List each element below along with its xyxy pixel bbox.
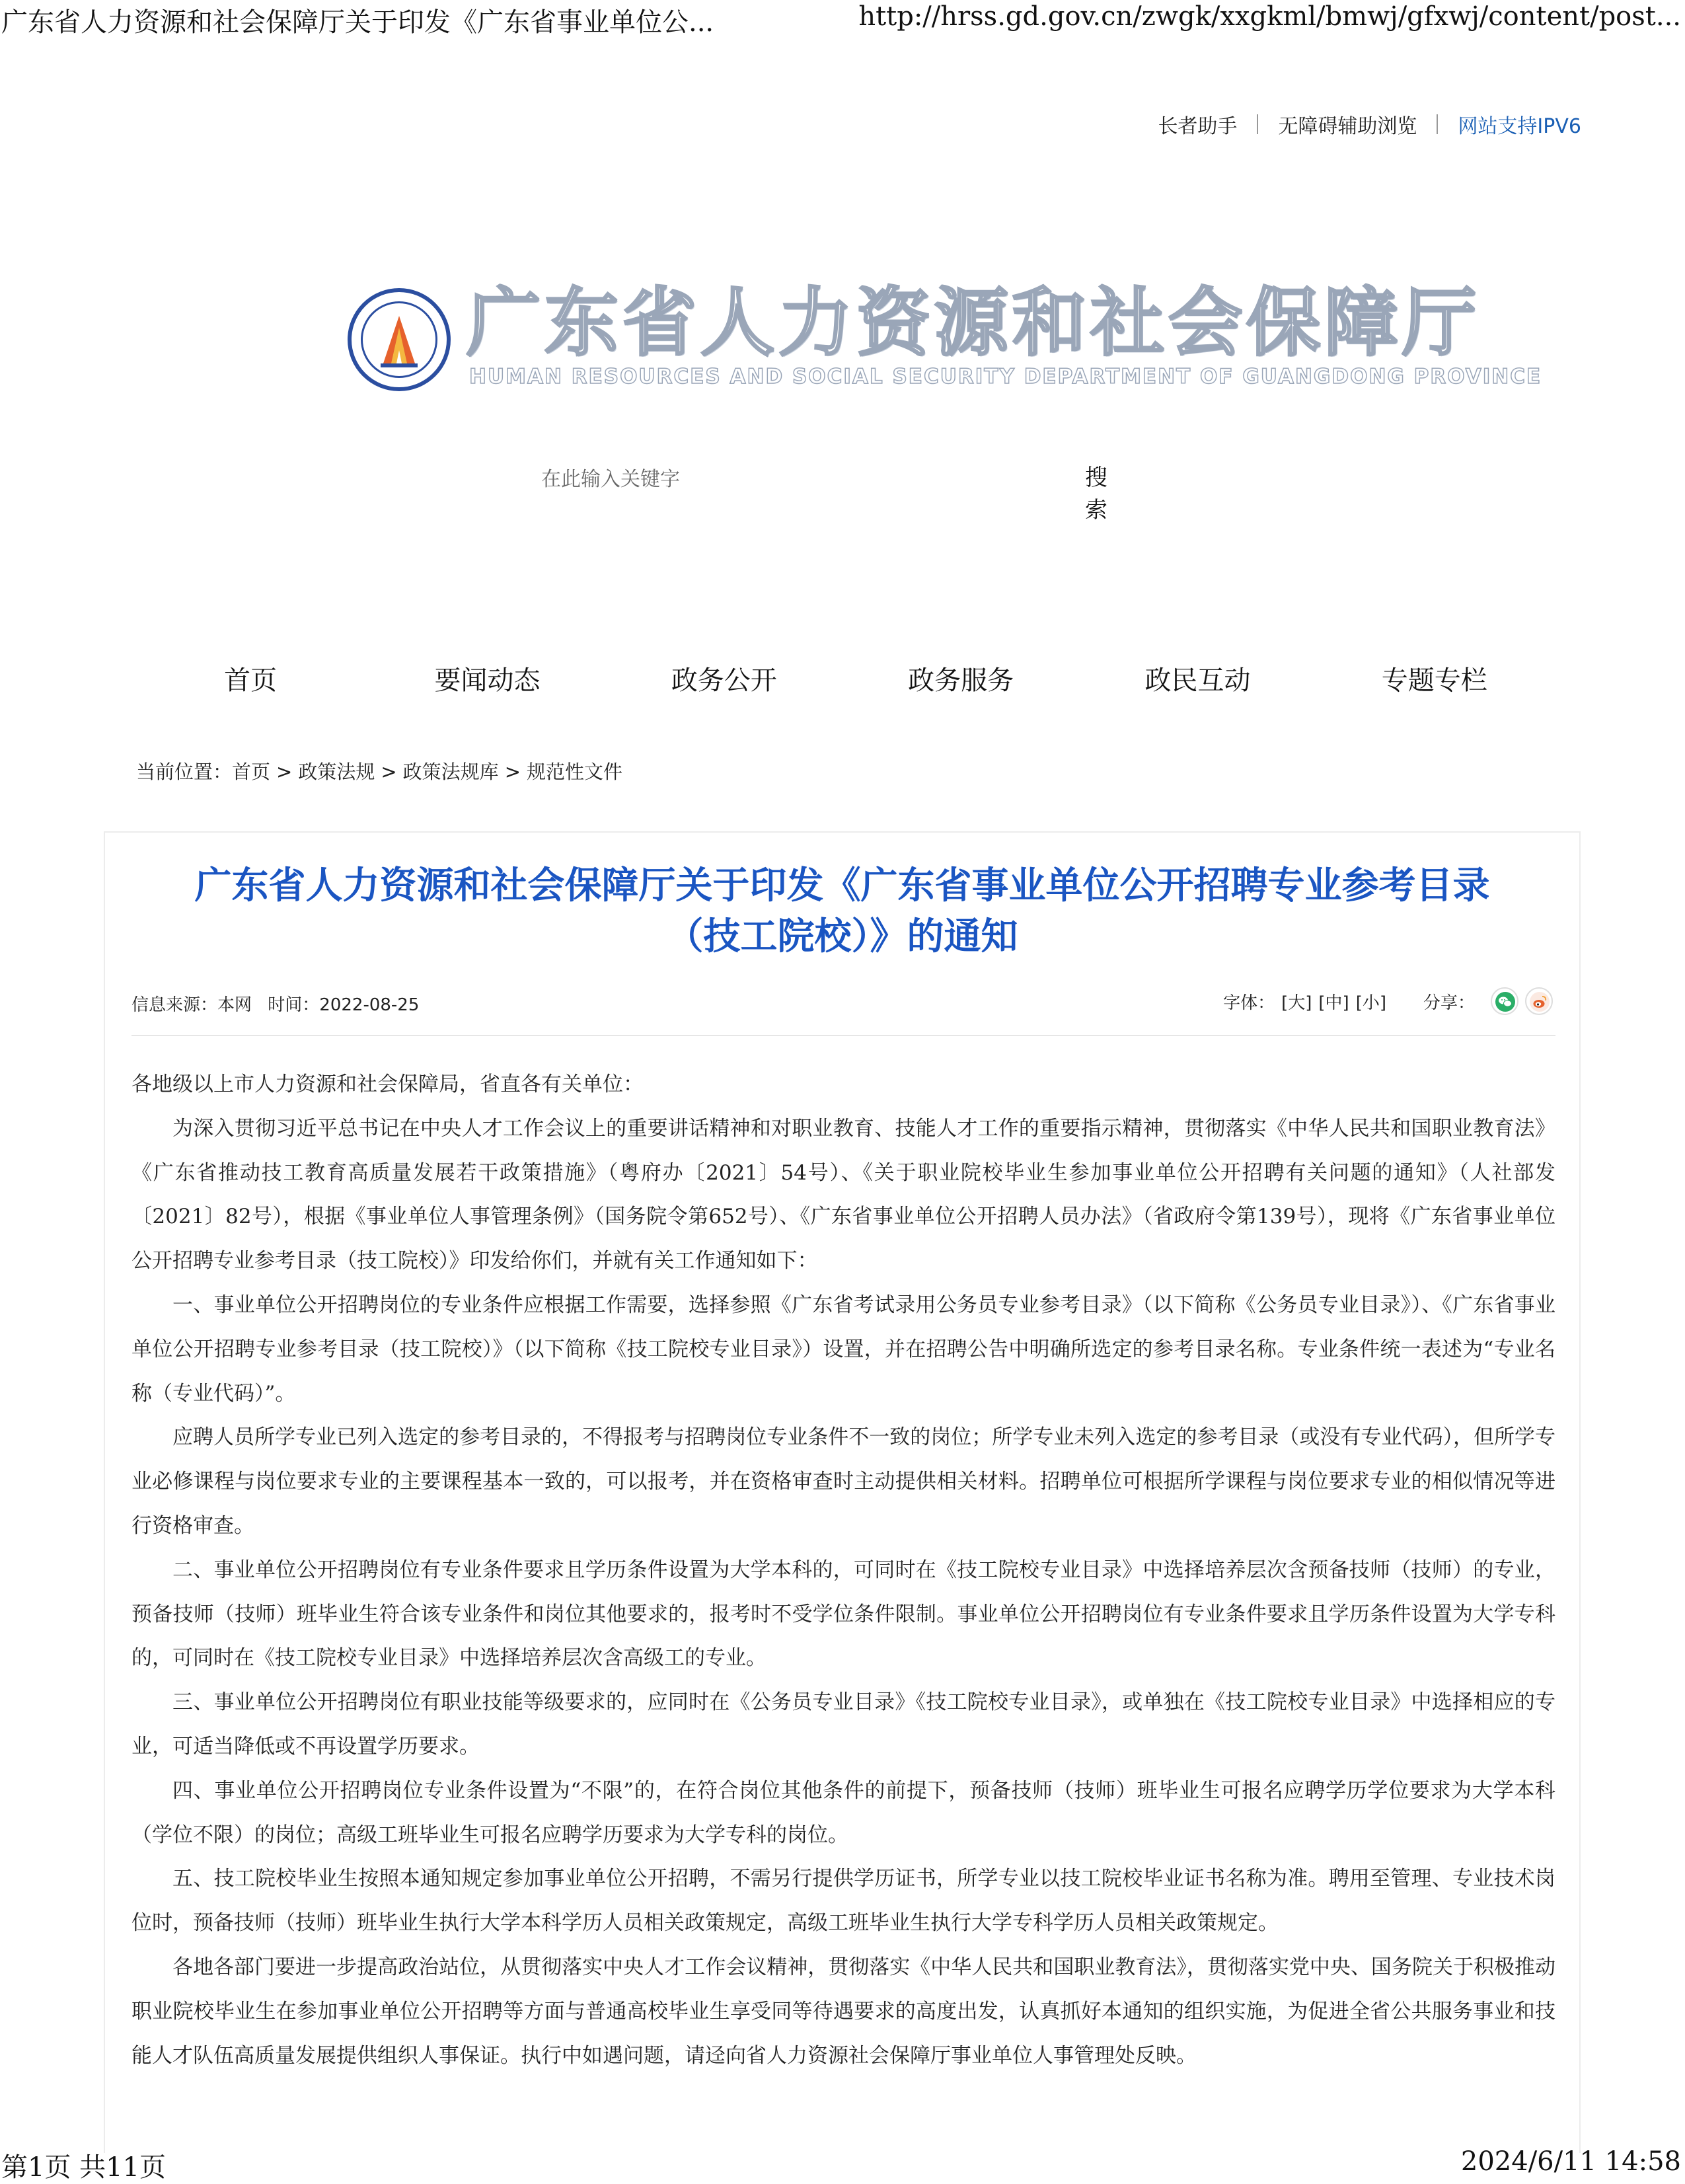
- main-nav: [132, 661, 1553, 700]
- breadcrumb: [136, 757, 622, 784]
- site-logo[interactable]: [348, 280, 1542, 399]
- print-header: [0, 0, 1685, 38]
- divider: [1437, 114, 1438, 134]
- breadcrumb-item[interactable]: 政策法规库: [402, 761, 499, 783]
- article-panel: [104, 831, 1581, 2153]
- nav-item-home[interactable]: 首页: [224, 665, 278, 696]
- article-title-line: （技工院校）》的通知: [666, 915, 1018, 958]
- font-size-small-button[interactable]: [小]: [1355, 993, 1386, 1013]
- accessible-browse-link[interactable]: 无障碍辅助浏览: [1278, 115, 1417, 138]
- nav-item-services[interactable]: 政务服务: [908, 665, 1014, 696]
- department-emblem-icon: [348, 288, 451, 391]
- print-page-title: 广东省人力资源和社会保障厅关于印发《广东省事业单位公...: [1, 7, 714, 38]
- article-date: 时间：2022-08-25: [268, 995, 420, 1015]
- breadcrumb-item[interactable]: 首页: [232, 761, 271, 783]
- nav-item-news[interactable]: 要闻动态: [434, 665, 541, 696]
- site-name-cn: 广东省人力资源和社会保障厅: [467, 280, 1480, 366]
- article-paragraph: 五、技工院校毕业生按照本通知规定参加事业单位公开招聘，不需另行提供学历证书，所学专业以技工院校毕业证书名称为准。聘用至管理、专业技术岗位时，预备技师（技师）班毕业生执行大学本科学历人员相关政策规定，高级工班毕业生执行大学专科学历人员相关政策规定。: [131, 1867, 1555, 1936]
- article-paragraph: 应聘人员所学专业已列入选定的参考目录的，不得报考与招聘岗位专业条件不一致的岗位；所学专业未列入选定的参考目录（或没有专业代码），但所学专业必修课程与岗位要求专业的主要课程基本一致的，可以报考，并在资格审查时主动提供相关材料。招聘单位可根据所学课程与岗位要求专业的相似情况等进行资格审查。: [131, 1425, 1555, 1538]
- article-meta: [131, 991, 419, 1016]
- article-title: [105, 860, 1579, 962]
- search-input[interactable]: [532, 459, 1034, 499]
- breadcrumb-item[interactable]: 规范性文件: [527, 761, 623, 783]
- breadcrumb-separator: >: [504, 761, 521, 783]
- elder-assistant-link[interactable]: 长者助手: [1158, 115, 1238, 138]
- nav-item-topics[interactable]: 专题专栏: [1381, 665, 1487, 696]
- weibo-icon[interactable]: [1525, 987, 1553, 1015]
- search-button[interactable]: 搜索: [1061, 459, 1153, 499]
- print-page-number: 第1页 共11页: [1, 2152, 167, 2183]
- article-source: 信息来源：本网: [131, 995, 252, 1015]
- article-paragraph: 为深入贯彻习近平总书记在中央人才工作会议上的重要讲话精神和对职业教育、技能人才工作的重要指示精神，贯彻落实《中华人民共和国职业教育法》《广东省推动技工教育高质量发展若干政策措施》（粤府办〔2021〕54号）、《关于职业院校毕业生参加事业单位公开招聘有关问题的通知》（人社部发〔2021〕82号），根据《事业单位人事管理条例》（国务院令第652号）、《广东省事业单位公开招聘人员办法》（省政府令第139号），现将《广东省事业单位公开招聘专业参考目录（技工院校）》印发给你们，并就有关工作通知如下：: [131, 1116, 1555, 1273]
- article-paragraph: 各地各部门要进一步提高政治站位，从贯彻落实中央人才工作会议精神，贯彻落实《中华人民共和国职业教育法》，贯彻落实党中央、国务院关于积极推动职业院校毕业生在参加事业单位公开招聘等方面与普通高校毕业生享受同等待遇要求的高度出发，认真抓好本通知的组织实施，为促进全省公共服务事业和技能人才队伍高质量发展提供组织人事保证。执行中如遇问题，请迳向省人力资源社会保障厅事业单位人事管理处反映。: [131, 1955, 1555, 2068]
- article-paragraph: 三、事业单位公开招聘岗位有职业技能等级要求的，应同时在《公务员专业目录》《技工院校专业目录》，或单独在《技工院校专业目录》中选择相应的专业，可适当降低或不再设置学历要求。: [131, 1690, 1555, 1758]
- print-datetime: 2024/6/11 14:58: [1460, 2146, 1681, 2177]
- divider: [1257, 114, 1258, 134]
- article-tools: [1223, 987, 1553, 1015]
- wechat-icon[interactable]: [1491, 987, 1518, 1015]
- share-label: 分享：: [1423, 993, 1475, 1013]
- site-name-en: HUMAN RESOURCES AND SOCIAL SECURITY DEPARTMENT OF GUANGDONG PROVINCE: [469, 365, 1542, 389]
- print-page-url: http://hrss.gd.gov.cn/zwgk/xxgkml/bmwj/gfxwj/content/post...: [858, 1, 1681, 32]
- nav-item-gov-affairs[interactable]: 政务公开: [671, 665, 777, 696]
- breadcrumb-separator: >: [276, 761, 293, 783]
- print-footer: [0, 2146, 1685, 2183]
- divider: [131, 1035, 1555, 1036]
- article-paragraph: 一、事业单位公开招聘岗位的专业条件应根据工作需要，选择参照《广东省考试录用公务员专业参考目录》（以下简称《公务员专业目录》）、《广东省事业单位公开招聘专业参考目录（技工院校）》（以下简称《技工院校专业目录》）设置，并在招聘公告中明确所选定的参考目录名称。专业条件统一表述为“专业名称（专业代码）”。: [131, 1293, 1555, 1406]
- font-size-medium-button[interactable]: [中]: [1318, 993, 1349, 1013]
- breadcrumb-label: 当前位置：: [136, 761, 233, 783]
- font-size-label: 字体：: [1223, 993, 1275, 1013]
- nav-item-interaction[interactable]: 政民互动: [1144, 665, 1251, 696]
- top-links: [1158, 110, 1581, 139]
- article-title-line: 广东省人力资源和社会保障厅关于印发《广东省事业单位公开招聘专业参考目录: [194, 864, 1490, 907]
- article-salutation: 各地级以上市人力资源和社会保障局，省直各有关单位：: [131, 1073, 644, 1096]
- breadcrumb-item[interactable]: 政策法规: [298, 761, 375, 783]
- article-body: [131, 1063, 1555, 2078]
- article-paragraph: 四、事业单位公开招聘岗位专业条件设置为“不限”的，在符合岗位其他条件的前提下，预备技师（技师）班毕业生可报名应聘学历学位要求为大学本科（学位不限）的岗位；高级工班毕业生可报名应聘学历要求为大学专科的岗位。: [131, 1778, 1555, 1847]
- font-size-large-button[interactable]: [大]: [1281, 993, 1312, 1013]
- breadcrumb-separator: >: [381, 761, 397, 783]
- article-paragraph: 二、事业单位公开招聘岗位有专业条件要求且学历条件设置为大学本科的，可同时在《技工院校专业目录》中选择培养层次含预备技师（技师）的专业，预备技师（技师）班毕业生符合该专业条件和岗位其他要求的，报考时不受学位条件限制。事业单位公开招聘岗位有专业条件要求且学历条件设置为大学专科的，可同时在《技工院校专业目录》中选择培养层次含高级工的专业。: [131, 1558, 1555, 1671]
- ipv6-support-link[interactable]: 网站支持IPV6: [1458, 115, 1581, 138]
